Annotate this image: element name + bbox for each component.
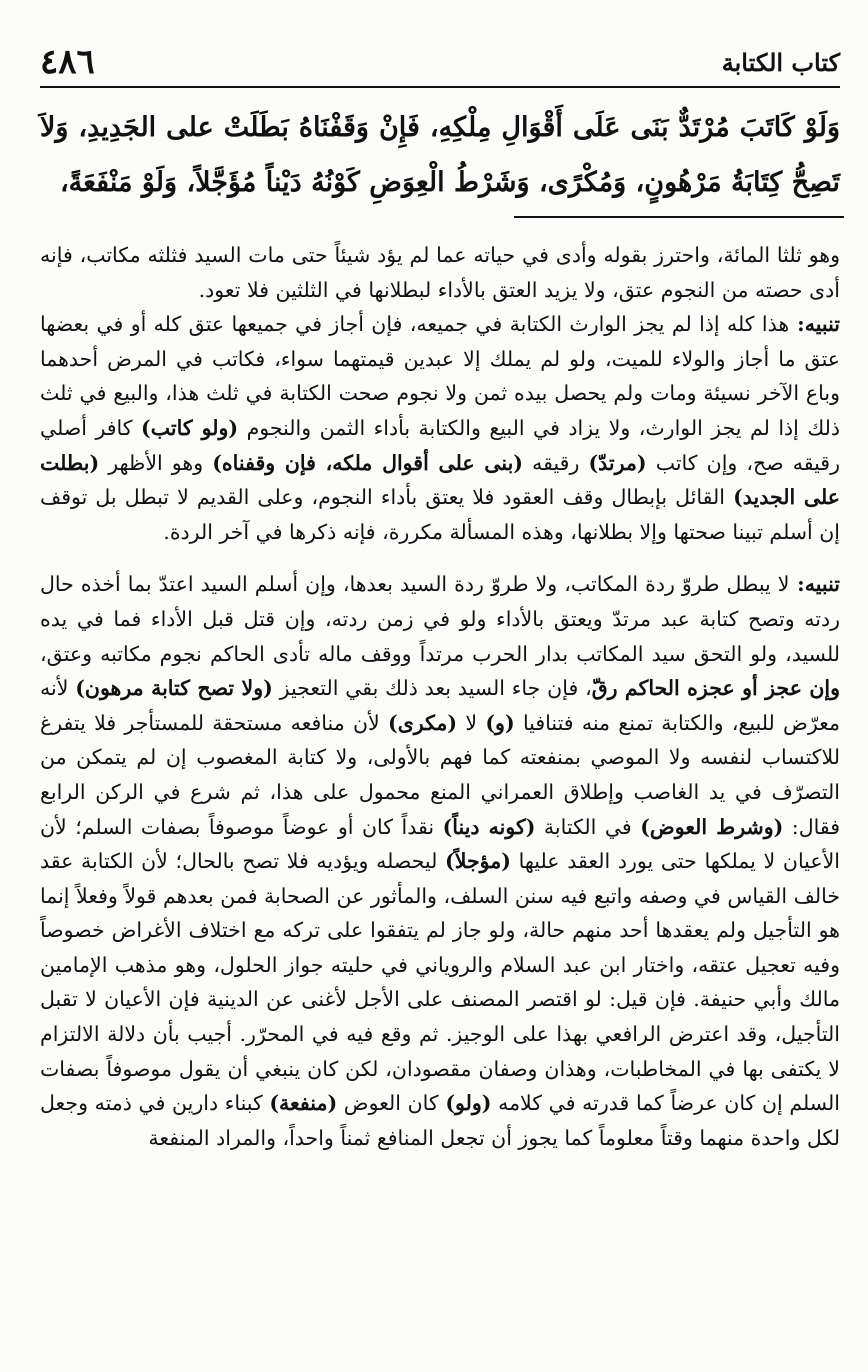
commentary-segment: رقيقه	[523, 450, 589, 475]
commentary-paragraph-1: وهو ثلثا المائة، واحترز بقوله وأدى في حياته عما لم يؤد شيئاً حتى مات السيد فثلثه مكاتب، فإنه أدى حصته من النجوم عتق، ولا يزيد العتق بالأداء لبطلانها في الثلثين فلا تعود.	[40, 243, 840, 302]
commentary-segment: القائل بإبطال وقف العقود فلا يعتق بأداء النجوم، وعلى القديم لا تبطل بل توقف إن أسلم تبينا صحتها وإلا بطلانها، وهذه المسألة مكررة، فإنه ذكرها في آخر الردة.	[40, 485, 840, 544]
quoted-matn-segment: (ولو كاتب)	[141, 415, 239, 440]
quoted-matn-segment: (ولا تصح كتابة مرهون)	[75, 676, 273, 701]
quoted-matn-segment: (مرتدّ)	[588, 450, 647, 475]
commentary-segment: نقداً كان أو عوضاً موصوفاً بصفات السلم؛ لأن الأعيان لا يملكها حتى يورد العقد عليها	[40, 814, 840, 874]
commentary-segment: كافر أصلي رقيقه صح، وإن كاتب	[40, 415, 841, 475]
quoted-matn-segment: (وشرط العوض)	[640, 814, 784, 839]
page-number: ٤٨٦	[40, 42, 95, 82]
quoted-matn-segment: (بطلت على الجديد)	[40, 450, 841, 510]
quoted-matn-segment: (مؤجلاً)	[445, 849, 511, 874]
quoted-matn-segment: (مكرى)	[388, 710, 458, 735]
commentary-segment: ، فإن جاء السيد بعد ذلك بقي التعجيز	[272, 676, 592, 701]
page-header	[40, 38, 840, 88]
matn-text: وَلَوْ كَاتَبَ مُرْتَدٌّ بَنَى عَلَى أَقْوَالِ مِلْكِهِ، فَإِنْ وَقَفْنَاهُ بَطَلَتْ على الجَدِيدِ، وَلاَ تَصِحُّ كِتَابَةُ مَرْهُونٍ، وَمُكْرًى، وَشَرْطُ الْعِوَضِ كَوْنُهُ دَيْناً مُؤَجَّلاً، وَلَوْ مَنْفَعَةً،	[40, 112, 840, 198]
commentary-segment: لأن منافعه مستحقة للمستأجر فلا يتفرغ للاكتساب لنفسه ولا الموصي بمنفعته كما فهم بالأولى، ولا كتابة المغصوب إن لم يتمكن من التصرّف في يد الغاصب وإطلاق العمراني المنع محمول على هذا، ثم شرع في الركن الرابع فقال:	[40, 710, 841, 839]
commentary-segment: في الكتابة	[535, 814, 641, 839]
quoted-matn-segment: (منفعة)	[269, 1091, 338, 1116]
commentary-segment: كان العوض	[337, 1091, 446, 1116]
quoted-matn-segment: (كونه ديناً)	[442, 814, 536, 839]
matn-separator-rule	[514, 216, 844, 218]
quoted-matn-segment: (بنى على أقوال ملكه، فإن وقفناه)	[212, 450, 523, 475]
commentary-paragraph-2	[40, 307, 840, 549]
quoted-matn-segment: (و)	[485, 710, 515, 735]
commentary-segment: وهو الأظهر	[99, 450, 213, 475]
quoted-matn-segment: (ولو)	[445, 1091, 492, 1116]
commentary-segment: هذا كله إذا لم يجز الوارث الكتابة في جميعه، فإن أجاز في جميعها عتق كله أو في بعضها عتق ما أجاز والولاء للميت، ولو لم يملك إلا عبدين قيمتهما سواء، فكاتب في المرض أحدهما وباع الآخر نسيئة ومات ولم يحصل بيده ثمن ولا نجوم صحت الكتابة في ثلث هذا، والبيع في ثلث ذلك إذا لم يجز الوارث، ولا يزاد في البيع والكتابة بأداء الثمن والنجوم	[40, 312, 840, 440]
commentary-segment: لا	[457, 710, 486, 735]
commentary	[40, 238, 840, 1155]
running-title: كتاب الكتابة	[721, 47, 840, 77]
quoted-matn-segment: وإن عجز أو عجزه الحاكم رقّ	[591, 676, 840, 701]
commentary-paragraph-3	[40, 567, 840, 1155]
quoted-matn-segment: تنبيه:	[789, 312, 840, 337]
commentary-segment: لا يبطل طروّ ردة المكاتب، ولا طروّ ردة السيد بعدها، وإن أسلم السيد اعتدّ بما أخذه حال ردته وتصح كتابة عبد مرتدّ ويعتق بالأداء ولو في زمن ردته، وإن قتل قبل الأداء فما في يده للسيد، ولو التحق سيد المكاتب بدار الحرب مرتداً ووقف ماله تأدى الحاكم نجوم مكاتبه وعتق،	[40, 572, 840, 666]
commentary-segment: ليحصله ويؤديه فلا تصح بالحال؛ لأن الكتابة عقد خالف القياس في وصفه واتبع فيه سنن السلف، والمأثور عن الصحابة فمن بعدهم قولاً وفعلاً إنما هو التأجيل ولم يعقدها أحد منهم حالة، ولو جاز لم يتفقوا على تركه مع اختلاف الأغراض خصوصاً وفيه تعجيل عتقه، واختار ابن عبد السلام والروياني في حليته جواز الحلول، وهو مذهب الإمامين مالك وأبي حنيفة. فإن قيل: لو اقتصر المصنف على الأجل لأغنى عن الدينية فإن الأعيان لا تقبل التأجيل، وقد اعترض الرافعي بهذا على الوجيز. ثم وقع فيه في المحرّر. أجيب بأن دلالة الالتزام لا يكتفى بها في المخاطبات، وهذان وصفان مقصودان، لكن كان ينبغي أن يقول موصوفاً بصفات السلم إن كان عرضاً كما قدرته في كلامه	[40, 849, 840, 1116]
commentary-segment: لأنه معرّض للبيع، والكتابة تمنع منه فتنافيا	[40, 676, 840, 735]
commentary-segment: كبناء دارين في ذمته وجعل لكل واحدة منهما وقتاً معلوماً كما يجوز أن تجعل المنافع ثمناً واحداً، والمراد المنفعة	[40, 1091, 840, 1150]
quoted-matn-segment: تنبيه:	[789, 572, 840, 597]
